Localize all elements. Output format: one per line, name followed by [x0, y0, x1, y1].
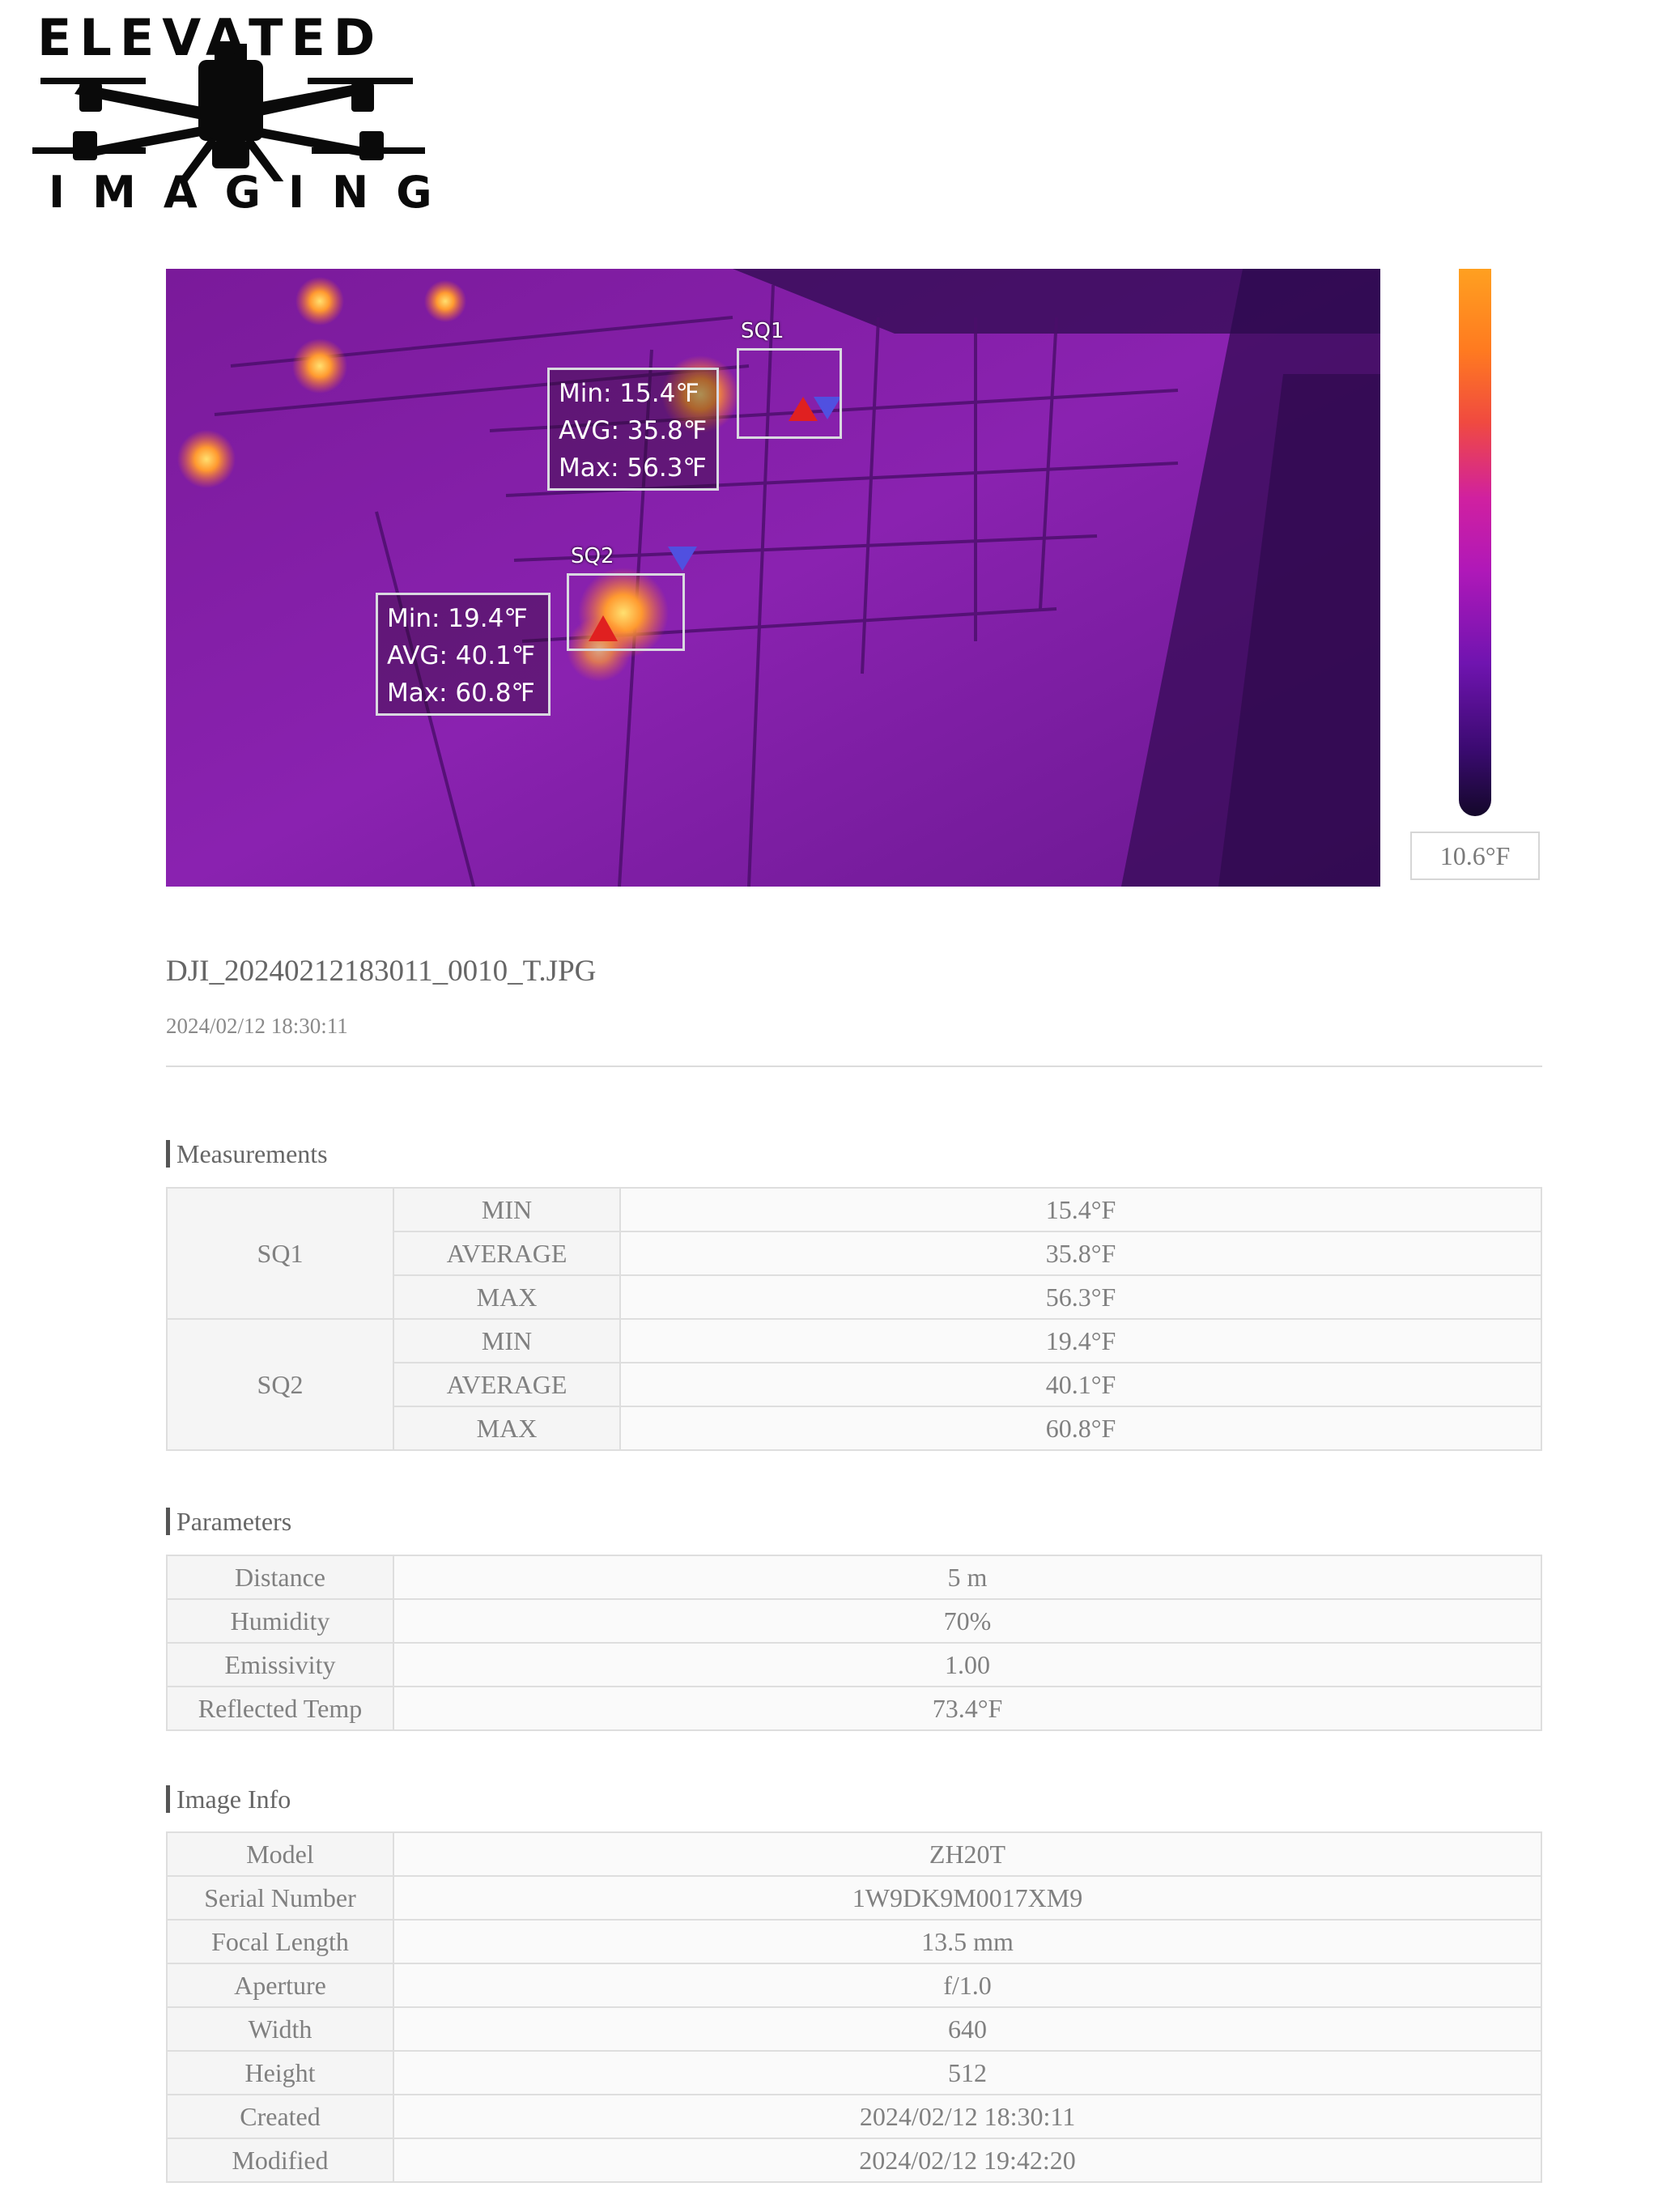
table-row — [167, 1555, 1541, 1599]
table-cell: Height — [167, 2051, 393, 2095]
table-row — [167, 1188, 1541, 1231]
roi-box-sq2 — [567, 573, 685, 651]
table-cell: 512 — [393, 2051, 1541, 2095]
roi-label-sq1: SQ1 — [741, 319, 784, 343]
table-cell: Width — [167, 2007, 393, 2051]
divider — [166, 1066, 1542, 1067]
table-cell: Serial Number — [167, 1876, 393, 1920]
sq2-min-text: Min: 19.4℉ — [387, 604, 528, 633]
sq1-max-text: Max: 56.3℉ — [559, 453, 707, 483]
table-cell: Focal Length — [167, 1920, 393, 1963]
table-row — [167, 1599, 1541, 1643]
thermal-image — [166, 269, 1380, 887]
table-cell: 60.8°F — [620, 1406, 1541, 1450]
table-cell: 40.1°F — [620, 1363, 1541, 1406]
table-cell: 19.4°F — [620, 1319, 1541, 1363]
temperature-color-bar — [1459, 269, 1491, 816]
table-cell: Aperture — [167, 1963, 393, 2007]
file-date: 2024/02/12 18:30:11 — [166, 1014, 348, 1038]
table-cell: AVERAGE — [393, 1231, 620, 1275]
section-title-parameters: Parameters — [166, 1508, 291, 1535]
image-info-table — [166, 1831, 1542, 2183]
table-cell: 56.3°F — [620, 1275, 1541, 1319]
roi-label-sq2: SQ2 — [571, 544, 614, 568]
table-cell: 5 m — [393, 1555, 1541, 1599]
colorbar-min-label: 10.6°F — [1410, 832, 1540, 880]
sq2-avg-text: AVG: 40.1℉ — [387, 641, 536, 670]
table-row — [167, 2007, 1541, 2051]
table-cell: ZH20T — [393, 1832, 1541, 1876]
section-title-measurements: Measurements — [166, 1140, 328, 1168]
table-cell: f/1.0 — [393, 1963, 1541, 2007]
file-name: DJI_20240212183011_0010_T.JPG — [166, 955, 597, 988]
table-cell: 1.00 — [393, 1643, 1541, 1687]
table-row — [167, 1963, 1541, 2007]
table-cell: Humidity — [167, 1599, 393, 1643]
logo-text-top: ELEVATED — [37, 8, 384, 67]
sq1-name-cell: SQ1 — [167, 1188, 393, 1319]
table-cell: Distance — [167, 1555, 393, 1599]
table-cell: 15.4°F — [620, 1188, 1541, 1231]
table-cell: MAX — [393, 1275, 620, 1319]
table-row — [167, 1687, 1541, 1730]
table-cell: Modified — [167, 2138, 393, 2182]
measurement-box-sq1 — [547, 368, 719, 491]
table-cell: 73.4°F — [393, 1687, 1541, 1730]
sq2-max-text: Max: 60.8℉ — [387, 678, 535, 708]
table-row — [167, 1643, 1541, 1687]
table-cell: MIN — [393, 1188, 620, 1231]
table-cell: AVERAGE — [393, 1363, 620, 1406]
logo — [32, 8, 460, 220]
parameters-table — [166, 1555, 1542, 1731]
logo-text-bottom: IMAGING — [49, 167, 460, 218]
table-row — [167, 2051, 1541, 2095]
sq1-min-text: Min: 15.4℉ — [559, 379, 699, 408]
table-row — [167, 2095, 1541, 2138]
table-cell: Emissivity — [167, 1643, 393, 1687]
table-cell: Model — [167, 1832, 393, 1876]
roi-box-sq1 — [737, 348, 842, 439]
sq1-avg-text: AVG: 35.8℉ — [559, 416, 708, 445]
table-cell: MIN — [393, 1319, 620, 1363]
table-row — [167, 2138, 1541, 2182]
table-cell: Created — [167, 2095, 393, 2138]
table-row — [167, 1920, 1541, 1963]
table-row — [167, 1319, 1541, 1363]
table-cell: 13.5 mm — [393, 1920, 1541, 1963]
sq2-name-cell: SQ2 — [167, 1319, 393, 1450]
table-cell: Reflected Temp — [167, 1687, 393, 1730]
table-row — [167, 1876, 1541, 1920]
table-row — [167, 1832, 1541, 1876]
table-cell: 2024/02/12 18:30:11 — [393, 2095, 1541, 2138]
measurement-box-sq2 — [376, 593, 551, 716]
table-cell: 70% — [393, 1599, 1541, 1643]
table-cell: 640 — [393, 2007, 1541, 2051]
table-cell: 2024/02/12 19:42:20 — [393, 2138, 1541, 2182]
table-cell: 35.8°F — [620, 1231, 1541, 1275]
table-cell: 1W9DK9M0017XM9 — [393, 1876, 1541, 1920]
measurements-table — [166, 1187, 1542, 1451]
section-title-image-info: Image Info — [166, 1785, 291, 1813]
table-cell: MAX — [393, 1406, 620, 1450]
